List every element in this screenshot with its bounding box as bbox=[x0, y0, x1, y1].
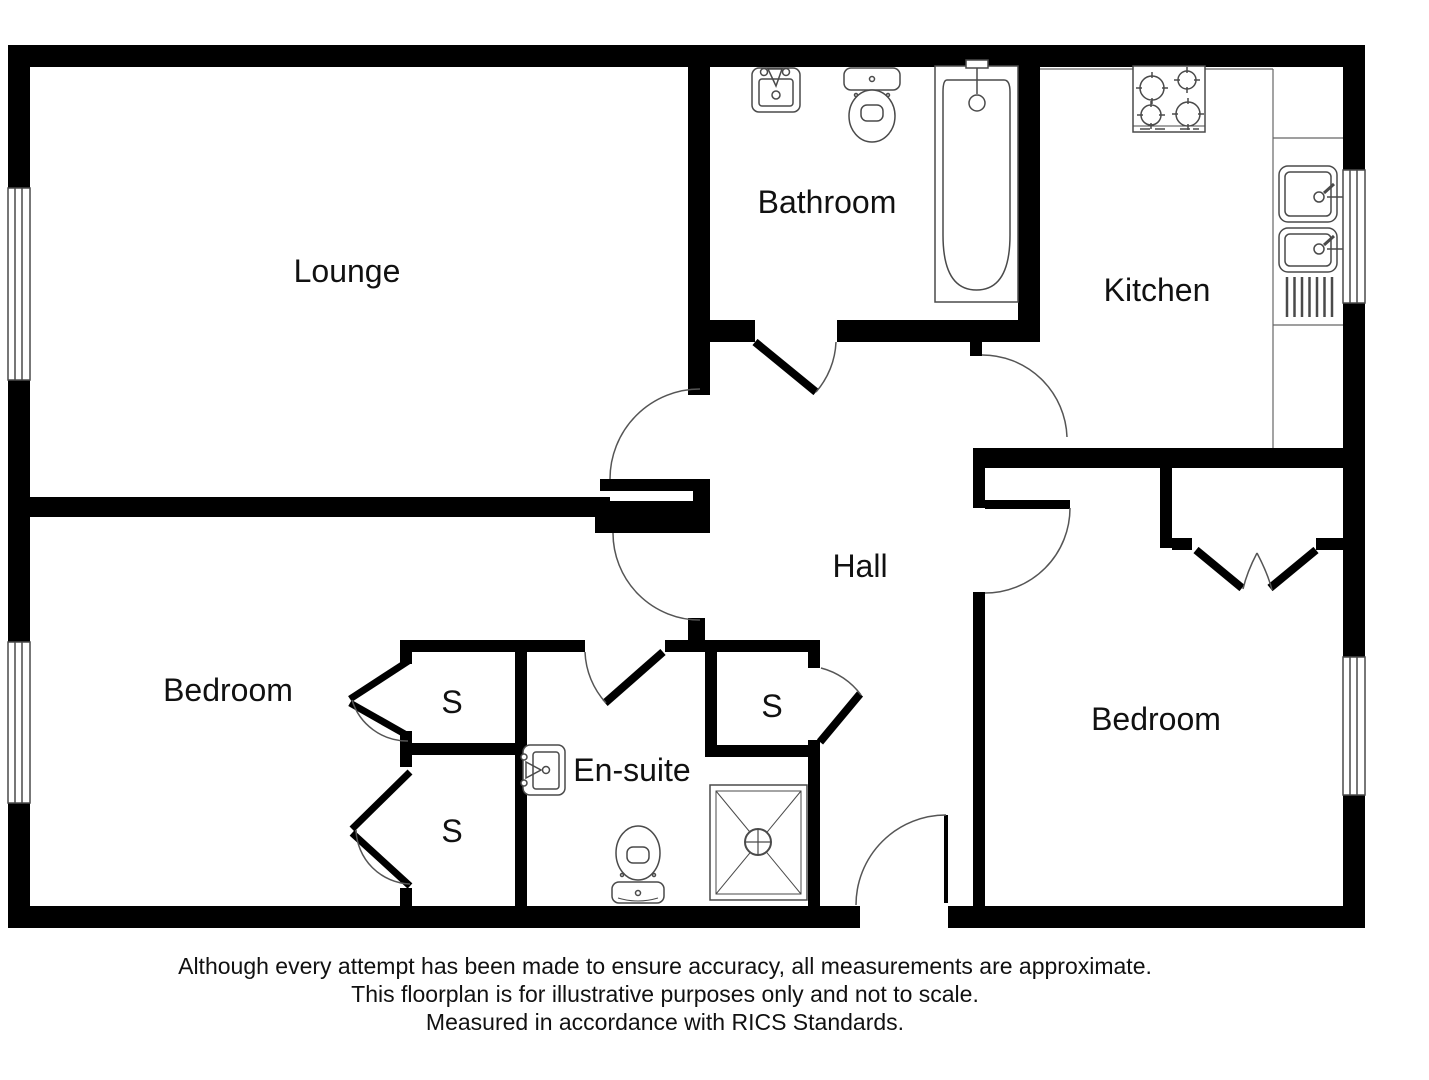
wall bbox=[973, 592, 985, 908]
ensuite-toilet-icon bbox=[612, 826, 664, 903]
room-label-bedroom-right: Bedroom bbox=[1091, 701, 1221, 737]
disclaimer-line-2: This floorplan is for illustrative purposes only and not to scale. bbox=[351, 981, 979, 1007]
storage-door-leaf bbox=[820, 694, 860, 742]
wardrobe-door-leaf bbox=[1196, 550, 1242, 588]
bedroom-right-door-leaf bbox=[985, 500, 1070, 509]
wall bbox=[970, 342, 982, 356]
disclaimer-line-3: Measured in accordance with RICS Standards. bbox=[425, 1009, 905, 1035]
closet-door-leaf bbox=[350, 660, 410, 699]
wall bbox=[1343, 795, 1365, 928]
wall bbox=[8, 803, 30, 928]
wall bbox=[705, 652, 717, 757]
wall bbox=[808, 740, 820, 908]
wall bbox=[948, 906, 1365, 928]
door-arc bbox=[613, 533, 700, 620]
room-label-storage-1: S bbox=[441, 684, 463, 720]
door-arc bbox=[821, 668, 861, 695]
window bbox=[8, 642, 30, 803]
disclaimer-text bbox=[0, 952, 1330, 1036]
wall bbox=[1343, 45, 1365, 170]
wall bbox=[1160, 468, 1172, 548]
room-label-ensuite: En-suite bbox=[573, 752, 691, 788]
wall bbox=[973, 468, 985, 508]
wardrobe-door-leaf bbox=[1270, 550, 1316, 588]
wall bbox=[595, 501, 710, 533]
wall bbox=[688, 618, 705, 642]
wall bbox=[30, 497, 610, 517]
hob-icon bbox=[1133, 66, 1205, 132]
wall bbox=[400, 888, 412, 908]
door-arc bbox=[610, 389, 700, 479]
wall bbox=[1018, 45, 1040, 342]
wall bbox=[837, 320, 1030, 342]
bathroom-toilet-icon bbox=[844, 68, 900, 142]
room-label-lounge: Lounge bbox=[293, 253, 401, 289]
wall bbox=[688, 320, 755, 342]
door-arc bbox=[1257, 553, 1272, 590]
closet-door-leaf bbox=[350, 703, 410, 737]
drainer-lines bbox=[1287, 277, 1332, 317]
door-arc bbox=[982, 355, 1067, 437]
disclaimer-line-1: Although every attempt has been made to ensure accuracy, all measurements are approximate. bbox=[178, 953, 1152, 979]
wall bbox=[1316, 538, 1343, 550]
window bbox=[1343, 170, 1365, 303]
door-arc bbox=[985, 508, 1070, 593]
wall bbox=[8, 380, 30, 642]
kitchen-double-sink-icon bbox=[1279, 166, 1343, 317]
bathroom-door-leaf bbox=[755, 342, 816, 392]
room-label-bedroom-left: Bedroom bbox=[163, 672, 293, 708]
wall bbox=[688, 45, 710, 395]
door-arc bbox=[585, 652, 606, 703]
lounge-door-leaf bbox=[600, 479, 710, 491]
room-label-hall: Hall bbox=[832, 548, 888, 584]
window bbox=[8, 188, 30, 380]
bathroom-basin-icon bbox=[752, 68, 800, 112]
room-label-storage-2: S bbox=[761, 688, 783, 724]
door-arc bbox=[856, 815, 946, 905]
door-leaves bbox=[350, 342, 1316, 903]
wall bbox=[973, 448, 1345, 468]
window bbox=[1343, 657, 1365, 795]
wall bbox=[1172, 538, 1192, 550]
wall bbox=[400, 743, 527, 755]
wall bbox=[808, 652, 820, 668]
wall bbox=[400, 640, 585, 652]
wall bbox=[400, 755, 412, 767]
wall bbox=[8, 906, 860, 928]
closet-door-leaf bbox=[352, 833, 410, 886]
room-label-storage-3: S bbox=[441, 813, 463, 849]
wall bbox=[8, 45, 1365, 67]
wall bbox=[705, 745, 820, 757]
door-arc bbox=[1243, 553, 1257, 589]
room-label-kitchen: Kitchen bbox=[1103, 272, 1211, 308]
shower-icon bbox=[710, 785, 807, 900]
wall bbox=[8, 45, 30, 188]
room-label-bathroom: Bathroom bbox=[757, 184, 897, 220]
door-arc bbox=[816, 342, 836, 392]
bathtub-icon bbox=[935, 60, 1018, 302]
wall bbox=[1343, 303, 1365, 657]
ensuite-basin-icon bbox=[521, 745, 565, 795]
closet-door-leaf bbox=[352, 772, 410, 829]
ensuite-door-leaf bbox=[605, 652, 663, 703]
